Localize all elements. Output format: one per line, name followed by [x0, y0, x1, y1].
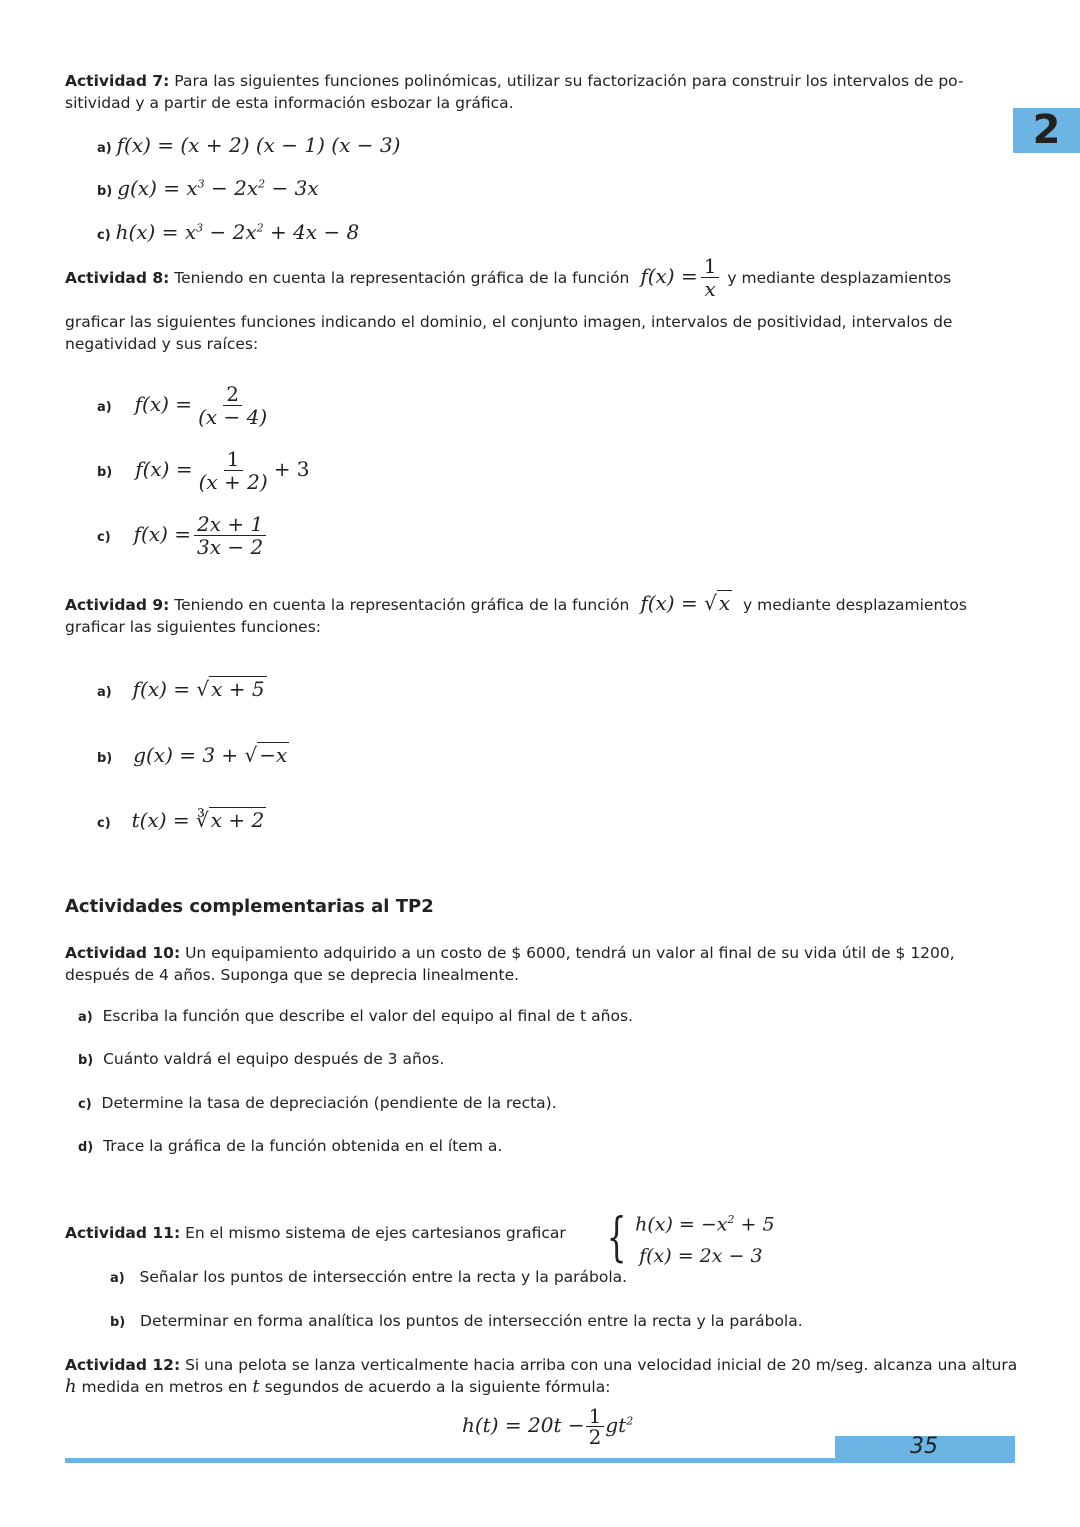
activity-11-text: En el mismo sistema de ejes cartesianos graficar [185, 1224, 566, 1242]
item-label: b) [97, 751, 113, 766]
equation-system [600, 1204, 775, 1272]
item-label: a) [97, 400, 112, 415]
activity-12-text-2: medida en metros en [81, 1378, 248, 1396]
item-label: c) [97, 530, 111, 545]
page-number: 35 [910, 1434, 938, 1459]
activity-8-text-3: graficar las siguientes funciones indicando el dominio, el conjunto imagen, intervalos de positividad, intervalos de negatividad y sus raíces: [65, 313, 953, 353]
formula: f(x) = $\frac{1}{(x + 2)}$ + 3 [135, 447, 310, 494]
activity-8-text: Teniendo en cuenta la representación gráfica de la función [174, 269, 630, 287]
item-text: Determine la tasa de depreciación (pendiente de la recta). [101, 1094, 557, 1112]
height-formula: h(t) = 20t − $\frac{1}{2}$ $gt^2$ [462, 1404, 634, 1449]
item-text: Escriba la función que describe el valor del equipo al final de t años. [102, 1007, 633, 1025]
activity-10-item-d [78, 1137, 502, 1155]
item-label: b) [110, 1315, 126, 1330]
brace-icon: { [606, 1208, 627, 1269]
item-label: c) [78, 1097, 92, 1112]
activity-11-item-b [110, 1312, 803, 1330]
formula: $h(x) = x^3 - 2x^2 + 4x - 8$ [115, 220, 360, 244]
activity-10-statement [65, 942, 1020, 986]
activity-10-title: Actividad 10: [65, 944, 181, 962]
activity-12-statement [65, 1354, 1020, 1398]
activity-7-item-b [97, 176, 319, 200]
item-label: a) [97, 685, 112, 700]
item-label: c) [97, 816, 111, 831]
activity-7-item-a [97, 133, 400, 157]
base-function: f(x) = √ x [640, 591, 731, 615]
activity-7-title: Actividad 7: [65, 72, 170, 90]
activity-9-item-a [97, 677, 267, 701]
item-label: b) [97, 184, 113, 199]
activity-10-item-c [78, 1094, 557, 1112]
footer-rule [65, 1458, 835, 1463]
activity-8-statement [65, 252, 1020, 302]
activity-11-statement [65, 1224, 566, 1242]
equation-2: f(x) = 2x − 3 [639, 1245, 763, 1268]
activity-10-item-b [78, 1050, 444, 1068]
item-text: Determinar en forma analítica los puntos de intersección entre la recta y la parábola. [140, 1312, 803, 1330]
item-label: a) [78, 1010, 93, 1025]
section-heading: Actividades complementarias al TP2 [65, 896, 434, 917]
page-number-box [835, 1436, 1015, 1463]
item-label: d) [78, 1140, 94, 1155]
activity-8-text-2: y mediante desplazamientos [727, 269, 952, 287]
activity-8-item-c [97, 513, 269, 558]
item-text: Trace la gráfica de la función obtenida en el ítem a. [103, 1137, 503, 1155]
activity-9-item-c [97, 808, 266, 832]
activity-8-item-a [97, 383, 273, 428]
activity-7-statement [65, 70, 1020, 114]
formula: f(x) = $\frac{2}{(x - 4)}$ [134, 382, 268, 429]
activity-10-text: Un equipamiento adquirido a un costo de $ 6000, tendrá un valor al final de su vida útil de $ 1200, después de 4 años. Suponga que se deprecia linealmente. [65, 944, 955, 984]
activity-7-text: Para las siguientes funciones polinómicas, utilizar su factorización para construir los intervalos de po-sitividad y a partir de esta información esbozar la gráfica. [65, 72, 964, 112]
activity-9-text-2: y mediante desplazamientos graficar las siguientes funciones: [65, 596, 967, 636]
activity-8-item-b [97, 448, 310, 493]
activity-10-item-a [78, 1007, 633, 1025]
activity-11-title: Actividad 11: [65, 1224, 181, 1242]
activity-12-title: Actividad 12: [65, 1356, 181, 1374]
activity-12-text: Si una pelota se lanza verticalmente hacia arriba con una velocidad inicial de 20 m/seg. alcanza una altura [185, 1356, 1018, 1374]
item-label: b) [97, 465, 113, 480]
item-label: b) [78, 1053, 94, 1068]
base-function: f(x) = $\frac{1}{x}$ [640, 264, 722, 288]
activity-12-text-3: segundos de acuerdo a la siguiente fórmula: [264, 1378, 611, 1396]
activity-9-title: Actividad 9: [65, 596, 170, 614]
item-text: Cuánto valdrá el equipo después de 3 años. [103, 1050, 445, 1068]
formula: t(x) = ∛ x + 2 [131, 808, 265, 832]
activity-8-title: Actividad 8: [65, 269, 170, 287]
item-label: a) [97, 141, 112, 156]
variable-t: t [252, 1376, 260, 1397]
formula: $g(x) = x^3 - 2x^2 - 3x$ [117, 176, 319, 200]
variable-h: h [65, 1376, 77, 1397]
equation-1: $h(x) = -x^2 + 5$ [635, 1213, 775, 1236]
item-label: c) [97, 228, 111, 243]
activity-7-item-c [97, 220, 359, 244]
item-label: a) [110, 1271, 125, 1286]
chapter-tab: 2 [1013, 108, 1080, 153]
formula: f(x) = $\frac{2x + 1}{3x - 2}$ [134, 522, 270, 546]
item-text: Señalar los puntos de intersección entre la recta y la parábola. [139, 1268, 628, 1286]
activity-9-item-b [97, 743, 289, 767]
activity-9-statement [65, 592, 1020, 638]
formula: g(x) = 3 + √ −x [133, 743, 288, 767]
formula: f(x) = (x + 2) (x − 1) (x − 3) [116, 133, 401, 157]
activity-11-item-a [110, 1268, 627, 1286]
activity-9-text: Teniendo en cuenta la representación gráfica de la función [174, 596, 630, 614]
formula: f(x) = √ x + 5 [132, 677, 265, 701]
